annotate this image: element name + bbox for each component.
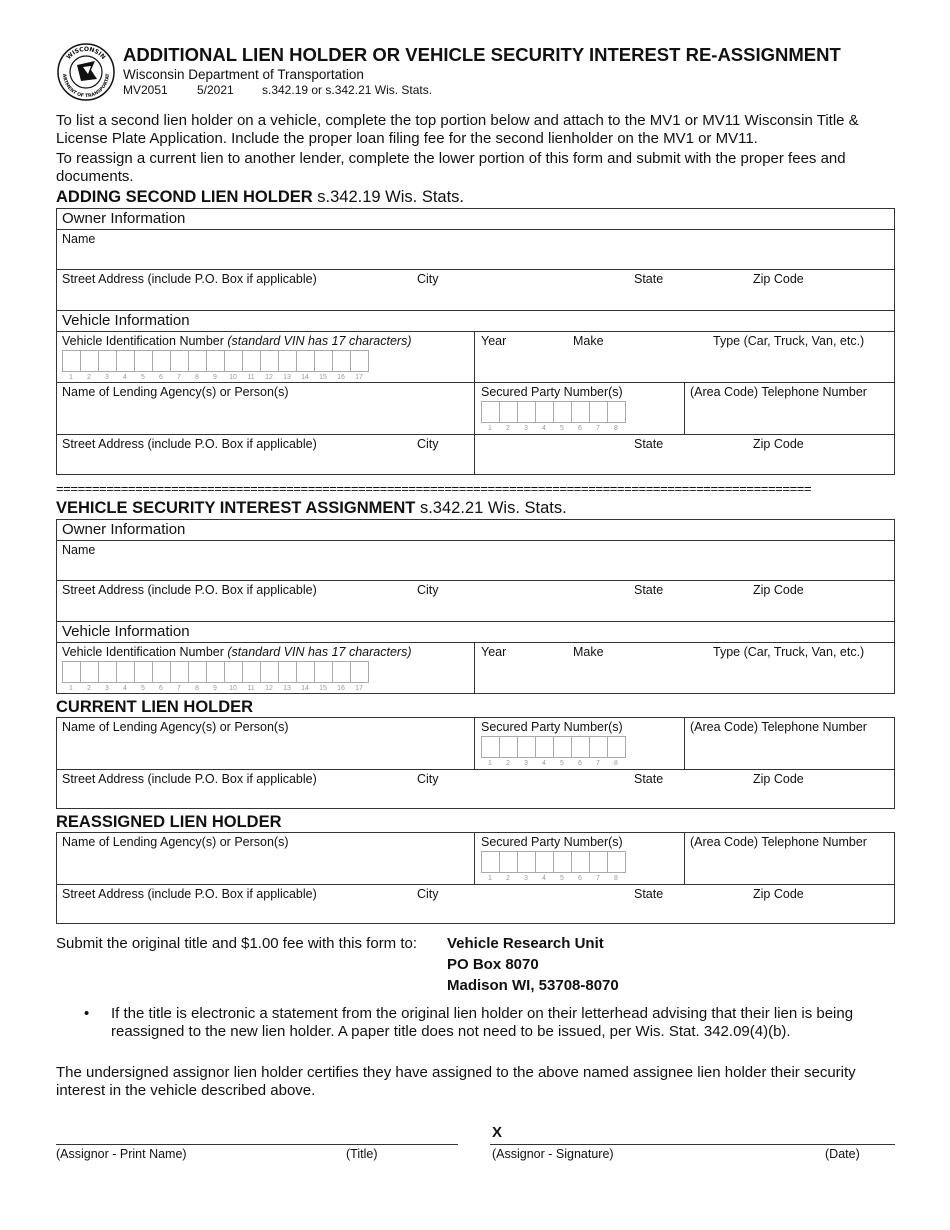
vehicle-type-field[interactable]: Type (Car, Truck, Van, etc.)	[713, 645, 865, 659]
vin-char-cell[interactable]	[224, 350, 243, 372]
vin-cell-number: 7	[177, 685, 181, 692]
secured-party-cell-number: 3	[524, 425, 528, 432]
reassigned-lender-city-field[interactable]: City	[417, 887, 439, 901]
secured-party-char-cell[interactable]	[553, 851, 572, 873]
secured-party-cell-number: 5	[560, 760, 564, 767]
vin-char-cell[interactable]	[332, 661, 351, 683]
secured-party-cell-number: 8	[614, 760, 618, 767]
vin-cell-number: 5	[141, 685, 145, 692]
reassigned-lender-state-field[interactable]: State	[634, 887, 664, 901]
vin-cell-number: 13	[283, 374, 291, 381]
lender-street-field[interactable]: Street Address (include P.O. Box if applicable)	[62, 437, 317, 451]
vin-note: (standard VIN has 17 characters)	[227, 645, 412, 659]
secured-party-cell-number: 8	[614, 425, 618, 432]
vin-char-cell[interactable]	[134, 350, 153, 372]
divider-line	[56, 229, 895, 230]
vin-cell-number: 1	[69, 374, 73, 381]
vin-cell-number: 4	[123, 374, 127, 381]
vin-cell-number: 11	[247, 374, 255, 381]
vin-char-cell[interactable]	[206, 350, 225, 372]
secured-party-cell-number: 3	[524, 760, 528, 767]
lender-city-field[interactable]: City	[417, 437, 439, 451]
secured-party-char-cell[interactable]	[517, 851, 536, 873]
vin-label	[62, 334, 412, 348]
vin-char-cell[interactable]	[80, 350, 99, 372]
lender-zip-field[interactable]: Zip Code	[753, 437, 804, 451]
bullet-icon: •	[84, 1005, 90, 1022]
divider-line	[56, 331, 895, 332]
secured-party-char-cell[interactable]	[517, 736, 536, 758]
secured-party-cell-number: 4	[542, 425, 546, 432]
section-divider: =========================================================================================================	[56, 481, 812, 496]
secured-party-char-cell[interactable]	[553, 736, 572, 758]
secured-party-label: Secured Party Number(s)	[481, 835, 623, 849]
vin-char-cell[interactable]	[80, 661, 99, 683]
current-lender-zip-field[interactable]: Zip Code	[753, 772, 804, 786]
vin-char-cell[interactable]	[278, 350, 297, 372]
vin-char-cell[interactable]	[278, 661, 297, 683]
vehicle-year-field[interactable]: Year	[481, 334, 507, 348]
secured-party-char-cell[interactable]	[571, 401, 590, 423]
secured-party-char-cell[interactable]	[589, 851, 608, 873]
secured-party-char-cell[interactable]	[571, 736, 590, 758]
secured-party-cell-numbers	[481, 425, 625, 432]
divider-line	[56, 642, 895, 643]
certification-statement: The undersigned assignor lien holder certifies they have assigned to the above named assignee lien holder their security interest in the vehicle described above.	[56, 1064, 856, 1099]
signature-x-mark: X	[492, 1124, 503, 1141]
divider-line	[684, 382, 685, 434]
owner-information-heading: Owner Information	[62, 210, 186, 227]
secured-party-cell-number: 8	[614, 875, 618, 882]
lender-state-field[interactable]: State	[634, 437, 664, 451]
divider-line	[56, 621, 895, 622]
vehicle-type-field[interactable]: Type (Car, Truck, Van, etc.)	[713, 334, 865, 348]
wisdot-seal-logo	[57, 43, 115, 101]
vin-char-cell[interactable]	[332, 350, 351, 372]
vin-cell-number: 14	[301, 685, 309, 692]
divider-line	[684, 832, 685, 884]
secured-party-char-cell[interactable]	[571, 851, 590, 873]
secured-party-cell-number: 5	[560, 875, 564, 882]
secured-party-cell-number: 6	[578, 425, 582, 432]
secured-party-input-cells[interactable]	[481, 851, 625, 873]
vin-char-cell[interactable]	[314, 661, 333, 683]
electronic-title-note: If the title is electronic a statement from the original lien holder on their letterhead advising that their lien is being reassigned to the new lien holder. A paper title does not need to be issued, per Wis. Stat. 342.09(4)(b).	[111, 1005, 854, 1040]
secured-party-label: Secured Party Number(s)	[481, 385, 623, 399]
svg-text:WISCONSIN: WISCONSIN	[65, 45, 107, 61]
divider-line	[56, 769, 895, 770]
vin-char-cell[interactable]	[350, 350, 369, 372]
divider-line	[474, 832, 475, 884]
vin-cell-number: 16	[337, 685, 345, 692]
lender-phone-field[interactable]: (Area Code) Telephone Number	[690, 385, 867, 399]
vin-cell-number: 10	[229, 374, 237, 381]
divider-line	[56, 434, 895, 435]
reassigned-lender-street-field[interactable]: Street Address (include P.O. Box if applicable)	[62, 887, 317, 901]
secured-party-char-cell[interactable]	[535, 851, 554, 873]
secured-party-char-cell[interactable]	[499, 736, 518, 758]
section-statute: s.342.21 Wis. Stats.	[419, 499, 567, 517]
vehicle-make-field[interactable]: Make	[573, 334, 604, 348]
reassigned-lender-name-field[interactable]: Name of Lending Agency(s) or Person(s)	[62, 835, 289, 849]
vin-char-cell[interactable]	[170, 661, 189, 683]
vin-cell-number: 12	[265, 685, 273, 692]
vin-label-text: Vehicle Identification Number	[62, 645, 224, 659]
vin-char-cell[interactable]	[260, 350, 279, 372]
vin-char-cell[interactable]	[116, 661, 135, 683]
section-title: CURRENT LIEN HOLDER	[56, 698, 254, 716]
secured-party-char-cell[interactable]	[589, 736, 608, 758]
vin-cell-number: 9	[213, 685, 217, 692]
vin-cell-number: 6	[159, 374, 163, 381]
secured-party-input-cells[interactable]	[481, 736, 625, 758]
secured-party-cell-number: 1	[488, 425, 492, 432]
signature-line[interactable]	[490, 1144, 895, 1145]
secured-party-char-cell[interactable]	[517, 401, 536, 423]
vin-cell-number: 17	[355, 685, 363, 692]
vin-char-cell[interactable]	[296, 350, 315, 372]
vin-cell-number: 7	[177, 374, 181, 381]
assignment-owner-state-field[interactable]: State	[634, 583, 664, 597]
vin-cell-number: 3	[105, 685, 109, 692]
section-title: REASSIGNED LIEN HOLDER	[56, 813, 282, 831]
secured-party-cell-number: 7	[596, 425, 600, 432]
assignor-print-name-label: (Assignor - Print Name)	[56, 1147, 187, 1161]
vehicle-information-heading: Vehicle Information	[62, 312, 190, 329]
vehicle-information-heading: Vehicle Information	[62, 623, 190, 640]
vin-char-cell[interactable]	[260, 661, 279, 683]
reassigned-lender-phone-field[interactable]: (Area Code) Telephone Number	[690, 835, 867, 849]
assignment-owner-zip-field[interactable]: Zip Code	[753, 583, 804, 597]
submit-instructions: Submit the original title and $1.00 fee with this form to:	[56, 935, 418, 952]
vin-cell-number: 15	[319, 685, 327, 692]
vin-cell-number: 9	[213, 374, 217, 381]
vin-input-cells[interactable]	[62, 350, 368, 372]
mailing-address-line-1: Vehicle Research Unit	[447, 935, 604, 952]
owner-name-field[interactable]: Name	[62, 232, 96, 246]
vin-cell-number: 4	[123, 685, 127, 692]
vin-char-cell[interactable]	[62, 661, 81, 683]
vin-cell-numbers	[62, 374, 368, 381]
secured-party-cell-number: 2	[506, 875, 510, 882]
current-lender-street-field[interactable]: Street Address (include P.O. Box if applicable)	[62, 772, 317, 786]
vin-cell-number: 12	[265, 374, 273, 381]
owner-city-field[interactable]: City	[417, 272, 439, 286]
vin-cell-number: 10	[229, 685, 237, 692]
vin-note: (standard VIN has 17 characters)	[227, 334, 412, 348]
divider-line	[56, 540, 895, 541]
vehicle-year-field[interactable]: Year	[481, 645, 507, 659]
current-lender-city-field[interactable]: City	[417, 772, 439, 786]
secured-party-char-cell[interactable]	[535, 401, 554, 423]
section-title: ADDING SECOND LIEN HOLDER	[56, 188, 313, 206]
signature-date-label: (Date)	[825, 1147, 860, 1161]
secured-party-cell-number: 4	[542, 760, 546, 767]
secured-party-char-cell[interactable]	[481, 851, 500, 873]
secured-party-cell-number: 2	[506, 760, 510, 767]
secured-party-label: Secured Party Number(s)	[481, 720, 623, 734]
vin-char-cell[interactable]	[152, 661, 171, 683]
vin-char-cell[interactable]	[134, 661, 153, 683]
vin-cell-number: 2	[87, 374, 91, 381]
vehicle-make-field[interactable]: Make	[573, 645, 604, 659]
section-adding-second-lien-holder	[56, 188, 464, 207]
print-name-line[interactable]	[56, 1144, 458, 1145]
vin-label	[62, 645, 412, 659]
divider-line	[56, 310, 895, 311]
form-statutes: s.342.19 or s.342.21 Wis. Stats.	[262, 83, 433, 97]
secured-party-cell-number: 1	[488, 875, 492, 882]
assignment-owner-city-field[interactable]: City	[417, 583, 439, 597]
vin-char-cell[interactable]	[170, 350, 189, 372]
assignor-signature-label: (Assignor - Signature)	[492, 1147, 614, 1161]
assignor-title-label: (Title)	[346, 1147, 378, 1161]
section-statute: s.342.19 Wis. Stats.	[317, 188, 465, 206]
vin-cell-number: 6	[159, 685, 163, 692]
divider-line	[474, 717, 475, 769]
svg-text:DEPARTMENT OF TRANSPORTATION: ARTMENT OF TRANSPORTAT	[60, 73, 112, 100]
secured-party-char-cell[interactable]	[499, 401, 518, 423]
current-lender-state-field[interactable]: State	[634, 772, 664, 786]
secured-party-cell-number: 1	[488, 760, 492, 767]
vin-cell-number: 14	[301, 374, 309, 381]
secured-party-char-cell[interactable]	[553, 401, 572, 423]
vin-char-cell[interactable]	[62, 350, 81, 372]
vin-cell-number: 17	[355, 374, 363, 381]
vin-char-cell[interactable]	[350, 661, 369, 683]
vin-char-cell[interactable]	[152, 350, 171, 372]
vin-char-cell[interactable]	[224, 661, 243, 683]
secured-party-cell-number: 7	[596, 760, 600, 767]
owner-state-field[interactable]: State	[634, 272, 664, 286]
vin-cell-numbers	[62, 685, 368, 692]
current-lien-holder-heading	[56, 698, 253, 717]
owner-information-heading: Owner Information	[62, 521, 186, 538]
divider-line	[474, 642, 475, 694]
divider-line	[56, 884, 895, 885]
vin-char-cell[interactable]	[314, 350, 333, 372]
secured-party-char-cell[interactable]	[499, 851, 518, 873]
vin-cell-number: 8	[195, 374, 199, 381]
assignment-owner-street-field[interactable]: Street Address (include P.O. Box if applicable)	[62, 583, 317, 597]
vin-label-text: Vehicle Identification Number	[62, 334, 224, 348]
reassigned-lien-holder-heading	[56, 813, 282, 832]
vin-cell-number: 16	[337, 374, 345, 381]
vin-char-cell[interactable]	[296, 661, 315, 683]
vin-cell-number: 13	[283, 685, 291, 692]
vin-cell-number: 8	[195, 685, 199, 692]
vin-char-cell[interactable]	[188, 350, 207, 372]
secured-party-char-cell[interactable]	[535, 736, 554, 758]
secured-party-char-cell[interactable]	[607, 401, 626, 423]
secured-party-cell-number: 7	[596, 875, 600, 882]
intro-paragraph-2: To reassign a current lien to another lender, complete the lower portion of this form and submit with the proper fees and documents.	[56, 150, 846, 185]
current-lender-name-field[interactable]: Name of Lending Agency(s) or Person(s)	[62, 720, 289, 734]
assignment-owner-name-field[interactable]: Name	[62, 543, 96, 557]
vin-char-cell[interactable]	[188, 661, 207, 683]
secured-party-cell-number: 4	[542, 875, 546, 882]
vin-cell-number: 15	[319, 374, 327, 381]
secured-party-cell-numbers	[481, 760, 625, 767]
secured-party-char-cell[interactable]	[481, 736, 500, 758]
current-lender-phone-field[interactable]: (Area Code) Telephone Number	[690, 720, 867, 734]
divider-line	[56, 382, 895, 383]
vin-cell-number: 2	[87, 685, 91, 692]
vin-char-cell[interactable]	[242, 661, 261, 683]
secured-party-cell-numbers	[481, 875, 625, 882]
intro-paragraph-1: To list a second lien holder on a vehicle, complete the top portion below and attach to the MV1 or MV11 Wisconsin Title & License Plate Application. Include the proper loan filing fee for the second lienholder on the MV1 or MV11.	[56, 112, 859, 147]
vin-char-cell[interactable]	[116, 350, 135, 372]
secured-party-cell-number: 6	[578, 760, 582, 767]
vin-cell-number: 11	[247, 685, 255, 692]
form-number: MV2051	[123, 83, 168, 97]
divider-line	[684, 717, 685, 769]
secured-party-char-cell[interactable]	[589, 401, 608, 423]
vin-char-cell[interactable]	[98, 661, 117, 683]
divider-line	[56, 580, 895, 581]
divider-line	[56, 269, 895, 270]
mailing-address-line-3: Madison WI, 53708-8070	[447, 977, 619, 994]
form-revision: 5/2021	[197, 83, 234, 97]
secured-party-cell-number: 2	[506, 425, 510, 432]
mailing-address-line-2: PO Box 8070	[447, 956, 539, 973]
divider-line	[474, 331, 475, 475]
lender-name-field[interactable]: Name of Lending Agency(s) or Person(s)	[62, 385, 289, 399]
secured-party-cell-number: 3	[524, 875, 528, 882]
department-name: Wisconsin Department of Transportation	[123, 67, 364, 82]
owner-street-field[interactable]: Street Address (include P.O. Box if applicable)	[62, 272, 317, 286]
reassigned-lender-zip-field[interactable]: Zip Code	[753, 887, 804, 901]
secured-party-char-cell[interactable]	[607, 851, 626, 873]
section-vehicle-security-interest-assignment	[56, 499, 567, 518]
vin-char-cell[interactable]	[242, 350, 261, 372]
secured-party-char-cell[interactable]	[481, 401, 500, 423]
vin-input-cells[interactable]	[62, 661, 368, 683]
secured-party-cell-number: 6	[578, 875, 582, 882]
vin-cell-number: 1	[69, 685, 73, 692]
vin-char-cell[interactable]	[98, 350, 117, 372]
vin-cell-number: 5	[141, 374, 145, 381]
section-title: VEHICLE SECURITY INTEREST ASSIGNMENT	[56, 499, 416, 517]
vin-char-cell[interactable]	[206, 661, 225, 683]
form-title: ADDITIONAL LIEN HOLDER OR VEHICLE SECURITY INTEREST RE-ASSIGNMENT	[123, 44, 841, 65]
secured-party-input-cells[interactable]	[481, 401, 625, 423]
secured-party-cell-number: 5	[560, 425, 564, 432]
secured-party-char-cell[interactable]	[607, 736, 626, 758]
vin-cell-number: 3	[105, 374, 109, 381]
owner-zip-field[interactable]: Zip Code	[753, 272, 804, 286]
